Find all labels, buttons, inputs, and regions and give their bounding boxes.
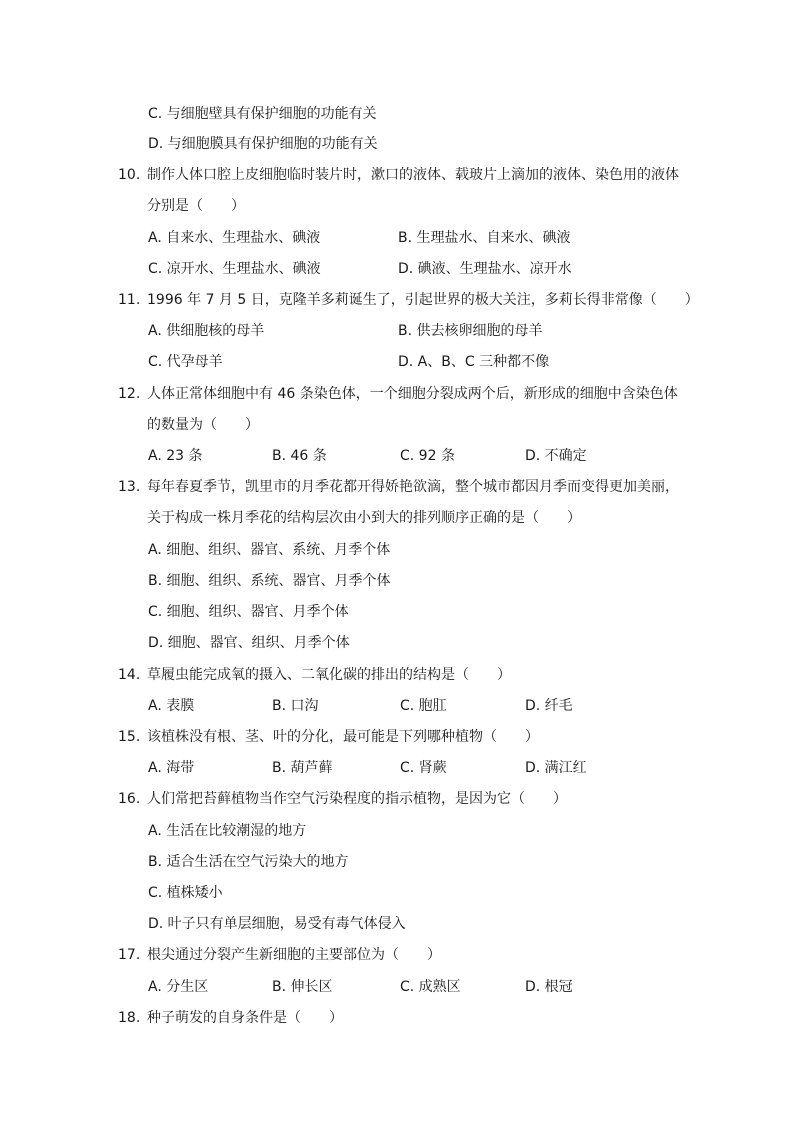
q15-option-a: A. 海带	[148, 760, 195, 776]
q12-stem-line2: 的数量为（ ）	[147, 417, 259, 433]
q14-option-c: C. 胞肛	[400, 698, 447, 714]
q13-option-b: B. 细胞、组织、系统、器官、月季个体	[148, 573, 391, 589]
q16-option-a: A. 生活在比较潮湿的地方	[148, 823, 307, 839]
q17-option-d: D. 根冠	[525, 979, 573, 995]
q13-option-a: A. 细胞、组织、器官、系统、月季个体	[148, 542, 391, 558]
q10-option-a: A. 自来水、生理盐水、碘液	[148, 230, 321, 246]
q17-option-b: B. 伸长区	[272, 979, 333, 995]
q16-option-d: D. 叶子只有单层细胞，易受有毒气体侵入	[148, 916, 406, 932]
q14-number: 14.	[118, 667, 141, 683]
q17-option-c: C. 成熟区	[400, 979, 461, 995]
q13-stem-line1: 每年春夏季节，凯里市的月季花都开得娇艳欲滴，整个城市都因月季而变得更加美丽，	[147, 479, 679, 495]
q14-option-a: A. 表膜	[148, 698, 195, 714]
q9-option-d: D. 与细胞膜具有保护细胞的功能有关	[148, 136, 378, 152]
q15-stem-line1: 该植株没有根、茎、叶的分化，最可能是下列哪种植物（ ）	[147, 729, 539, 745]
q14-option-d: D. 纤毛	[525, 698, 573, 714]
q11-option-a: A. 供细胞核的母羊	[148, 323, 265, 339]
q12-number: 12.	[118, 386, 141, 402]
q18-stem-line1: 种子萌发的自身条件是（ ）	[147, 1010, 343, 1026]
q10-option-c: C. 凉开水、生理盐水、碘液	[148, 261, 321, 277]
q17-option-a: A. 分生区	[148, 979, 209, 995]
q17-number: 17.	[118, 947, 141, 963]
q14-option-b: B. 口沟	[272, 698, 319, 714]
q17-stem-line1: 根尖通过分裂产生新细胞的主要部位为（ ）	[147, 947, 441, 963]
q16-option-b: B. 适合生活在空气污染大的地方	[148, 854, 349, 870]
q12-option-c: C. 92 条	[400, 448, 455, 464]
q10-option-d: D. 碘液、生理盐水、凉开水	[398, 261, 572, 277]
q15-option-b: B. 葫芦藓	[272, 760, 333, 776]
q10-number: 10.	[118, 167, 141, 183]
q13-stem-line2: 关于构成一株月季花的结构层次由小到大的排列顺序正确的是（ ）	[147, 510, 581, 526]
q11-number: 11.	[118, 292, 141, 308]
q12-option-d: D. 不确定	[525, 448, 587, 464]
q18-number: 18.	[118, 1010, 141, 1026]
q11-option-b: B. 供去核卵细胞的母羊	[398, 323, 543, 339]
q16-option-c: C. 植株矮小	[148, 885, 223, 901]
q15-number: 15.	[118, 729, 141, 745]
q15-option-d: D. 满江红	[525, 760, 587, 776]
q11-option-c: C. 代孕母羊	[148, 354, 223, 370]
q15-option-c: C. 肾蕨	[400, 760, 447, 776]
q13-option-d: D. 细胞、器官、组织、月季个体	[148, 635, 350, 651]
q14-stem-line1: 草履虫能完成氧的摄入、二氧化碳的排出的结构是（ ）	[147, 667, 511, 683]
q9-option-c: C. 与细胞壁具有保护细胞的功能有关	[148, 106, 377, 122]
q12-option-b: B. 46 条	[272, 448, 327, 464]
q13-option-c: C. 细胞、组织、器官、月季个体	[148, 604, 349, 620]
q12-stem-line1: 人体正常体细胞中有 46 条染色体，一个细胞分裂成两个后，新形成的细胞中含染色体	[147, 386, 678, 402]
q16-stem-line1: 人们常把苔藓植物当作空气污染程度的指示植物，是因为它（ ）	[147, 791, 567, 807]
q11-option-d: D. A、B、C 三种都不像	[398, 354, 550, 370]
q10-stem-line1: 制作人体口腔上皮细胞临时装片时，漱口的液体、载玻片上滴加的液体、染色用的液体	[147, 167, 679, 183]
q10-stem-line2: 分别是（ ）	[147, 198, 245, 214]
q10-option-b: B. 生理盐水、自来水、碘液	[398, 230, 571, 246]
q12-option-a: A. 23 条	[148, 448, 203, 464]
q16-number: 16.	[118, 791, 141, 807]
q11-stem-line1: 1996 年 7 月 5 日，克隆羊多莉诞生了，引起世界的极大关注，多莉长得非常像（ ）	[147, 292, 699, 308]
q13-number: 13.	[118, 479, 141, 495]
